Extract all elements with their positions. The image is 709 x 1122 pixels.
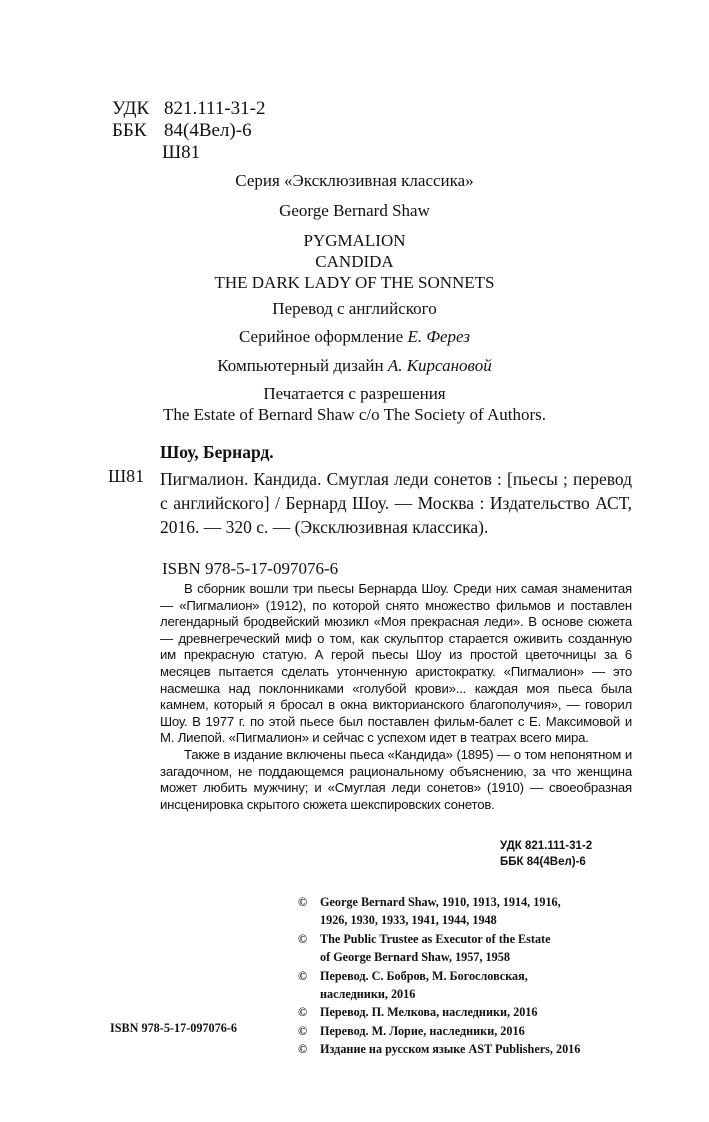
copyright-text: Перевод. С. Бобров, М. Богословская, — [320, 968, 528, 983]
copyright-line — [298, 1003, 580, 1021]
copyright-symbol: © — [298, 1042, 308, 1057]
copyright-symbol: © — [298, 1023, 308, 1038]
computer-design-credit — [0, 355, 709, 376]
udk-footer — [500, 838, 592, 870]
original-titles — [0, 230, 709, 293]
copyright-line — [298, 1040, 580, 1058]
catalog-isbn: ISBN 978-5-17-097076-6 — [162, 559, 339, 578]
computer-design-text: Компьютерный дизайн — [217, 356, 384, 375]
copyright-line — [298, 893, 580, 911]
annotation-paragraph: Также в издание включены пьеса «Кандида» (1895) — о том непонятном и загадочном, не поддающемся рациональному объяснению, за что женщина может любить мужчину; и «Смуглая леди сонетов» (1910) — своеобразная инсценировка скрытого сюжета шекспировских сонетов. — [160, 746, 632, 812]
copyright-symbol: © — [298, 931, 308, 946]
copyright-text: The Public Trustee as Executor of the Estate — [320, 931, 551, 946]
copyright-symbol: © — [298, 1005, 308, 1020]
original-title: PYGMALION — [303, 231, 406, 250]
translation-note: Перевод с английского — [272, 299, 437, 318]
catalog-author: Шоу, Бернард. — [160, 442, 274, 462]
permission-line: Печатается с разрешения — [263, 384, 446, 403]
copyright-continuation: 1926, 1930, 1933, 1941, 1944, 1948 — [320, 913, 497, 928]
computer-design-name: А. Кирсановой — [387, 356, 492, 375]
bbk-value: 84(4Вел)-6 — [164, 120, 252, 141]
classification-codes — [112, 98, 266, 164]
udk-row — [112, 98, 266, 120]
bbk-label: ББК — [112, 120, 147, 141]
footer-isbn: ISBN 978-5-17-097076-6 — [110, 1021, 237, 1035]
original-title: THE DARK LADY OF THE SONNETS — [214, 273, 495, 292]
series-title: Серия «Эксклюзивная классика» — [235, 171, 474, 190]
bbk-row — [112, 120, 266, 142]
copyright-symbol: © — [298, 895, 308, 909]
annotation-paragraph: В сборник вошли три пьесы Бернарда Шоу. Среди них самая знаменитая — «Пигмалион» (1912), по которой снято множество фильмов и поставлен легендарный бродвейский мюзикл «Моя прекрасная леди». В основе сюжета — древнегреческий миф о том, как скульптор старается оживить созданную им прекрасную статую. А герой пьесы Шоу из простой цветочницы за 6 месяцев пытается сделать утонченную аристократку. «Пигмалион» — это насмешка над поклонниками «голубой крови»... каждая моя пьеса была камнем, который я бросал в окна викторианского благополучия», — говорил Шоу. В 1977 г. по этой пьесе был поставлен фильм-балет с Е. Максимовой и М. Лиепой. «Пигмалион» и сейчас с успехом идет в театрах всего мира. — [160, 581, 632, 746]
udk-footer-line: ББК 84(4Вел)-6 — [500, 856, 586, 868]
author-mark: Ш81 — [162, 142, 201, 163]
permission-note — [0, 383, 709, 425]
copyright-text: Издание на русском языке AST Publishers, 2016 — [320, 1042, 581, 1057]
permission-line: The Estate of Bernard Shaw c/o The Society of Authors. — [162, 405, 547, 424]
copyright-text: Перевод. М. Лорие, наследники, 2016 — [320, 1023, 525, 1038]
series-design-name: Е. Ферез — [407, 327, 470, 346]
copyright-line — [298, 930, 580, 948]
series-design-text: Серийное оформление — [239, 327, 404, 346]
udk-label: УДК — [112, 98, 150, 119]
catalog-mark: Ш81 — [108, 466, 145, 486]
copyright-line — [298, 967, 580, 985]
udk-value: 821.111-31-2 — [164, 98, 266, 119]
copyright-notices — [298, 893, 580, 1059]
copyright-continuation: наследники, 2016 — [320, 987, 416, 1002]
copyright-text: George Bernard Shaw, 1910, 1913, 1914, 1916, — [320, 895, 561, 909]
bibliographic-description: Пигмалион. Кандида. Смуглая леди сонетов : [пьесы ; перевод с английского] / Бернард Шоу. — Москва : Издательство АСТ, 2016. — 320 с. — (Эксклюзивная классика). — [160, 469, 632, 537]
copyright-line — [298, 1022, 580, 1040]
series-design-credit — [0, 326, 709, 347]
copyright-text: Перевод. П. Мелкова, наследники, 2016 — [320, 1005, 538, 1020]
annotation — [160, 581, 632, 813]
copyright-symbol: © — [298, 968, 308, 983]
udk-footer-line: УДК 821.111-31-2 — [500, 840, 593, 852]
copyright-continuation: of George Bernard Shaw, 1957, 1958 — [320, 950, 510, 965]
original-title: CANDIDA — [315, 252, 394, 271]
original-author: George Bernard Shaw — [279, 201, 430, 220]
